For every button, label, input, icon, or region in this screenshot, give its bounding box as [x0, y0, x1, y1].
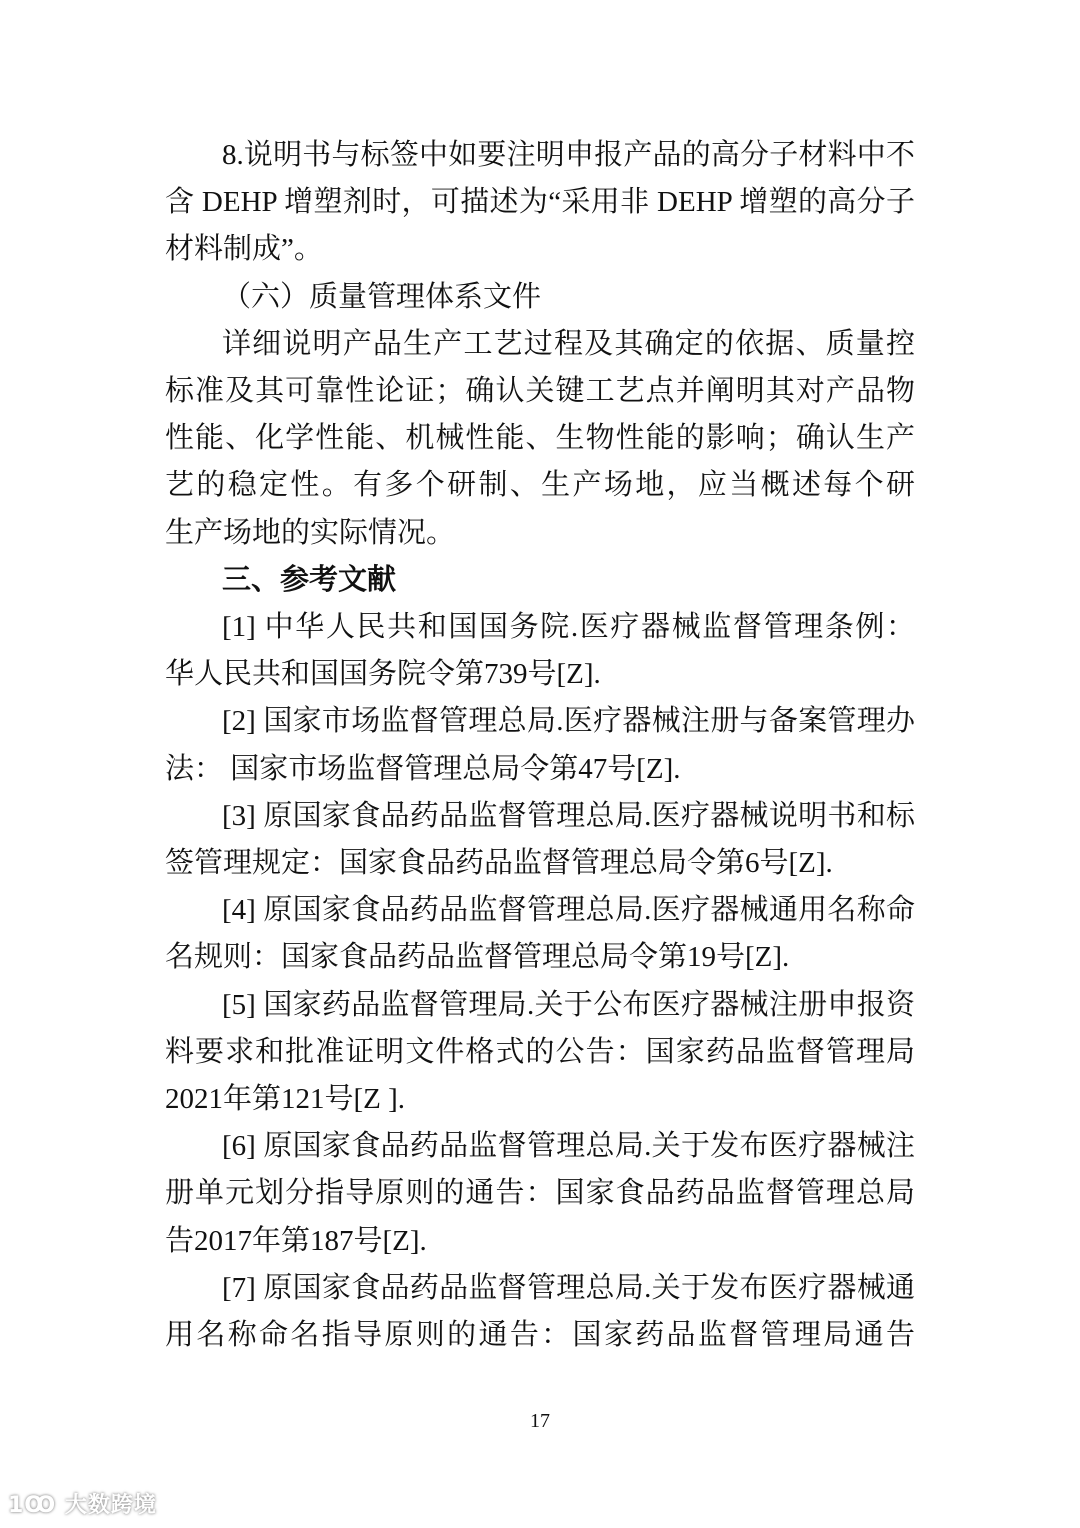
text-line: 料要求和批准证明文件格式的公告：国家药品监督管理局 — [165, 1036, 915, 1068]
text-line: 性能、化学性能、机械性能、生物性能的影响；确认生产 — [165, 422, 915, 454]
text-line: 名规则：国家食品药品监督管理总局令第19号[Z]. — [165, 941, 790, 973]
section-heading: 三、参考文献 — [222, 564, 397, 596]
text-line: 标准及其可靠性论证；确认关键工艺点并阐明其对产品物 — [165, 375, 915, 407]
text-line: 详细说明产品生产工艺过程及其确定的依据、质量控 — [222, 328, 915, 360]
watermark-logo: 1Ꝏ 大数跨境 — [8, 1493, 157, 1518]
page-number: 17 — [530, 1410, 550, 1432]
text-line: 8.说明书与标签中如要注明申报产品的高分子材料中不 — [222, 139, 915, 171]
text-line: 用名称命名指导原则的通告：国家药品监督管理局通告 — [165, 1319, 915, 1351]
text-line: [4] 原国家食品药品监督管理总局.医疗器械通用名称命 — [222, 894, 915, 926]
text-line: （六）质量管理体系文件 — [222, 281, 542, 313]
text-line: 艺的稳定性。有多个研制、生产场地，应当概述每个研 — [165, 469, 915, 501]
text-line: 含 DEHP 增塑剂时，可描述为“采用非 DEHP 增塑的高分子 — [165, 186, 915, 218]
text-line: [6] 原国家食品药品监督管理总局.关于发布医疗器械注 — [222, 1130, 915, 1162]
text-line: 法： 国家市场监督管理总局令第47号[Z]. — [165, 753, 681, 785]
text-line: 生产场地的实际情况。 — [165, 517, 456, 549]
text-line: [5] 国家药品监督管理局.关于公布医疗器械注册申报资 — [222, 989, 915, 1021]
text-line: 告2017年第187号[Z]. — [165, 1225, 427, 1257]
text-line: 2021年第121号[Z ]. — [165, 1083, 406, 1115]
text-line: [3] 原国家食品药品监督管理总局.医疗器械说明书和标 — [222, 800, 915, 832]
text-line: [7] 原国家食品药品监督管理总局.关于发布医疗器械通 — [222, 1272, 915, 1304]
text-line: 材料制成”。 — [165, 233, 323, 265]
text-line: [2] 国家市场监督管理总局.医疗器械注册与备案管理办 — [222, 705, 915, 737]
text-line: 华人民共和国国务院令第739号[Z]. — [165, 658, 601, 690]
text-line: [1] 中华人民共和国国务院.医疗器械监督管理条例： — [222, 611, 915, 643]
text-line: 册单元划分指导原则的通告：国家食品药品监督管理总局 — [165, 1177, 915, 1209]
text-line: 签管理规定：国家食品药品监督管理总局令第6号[Z]. — [165, 847, 833, 879]
